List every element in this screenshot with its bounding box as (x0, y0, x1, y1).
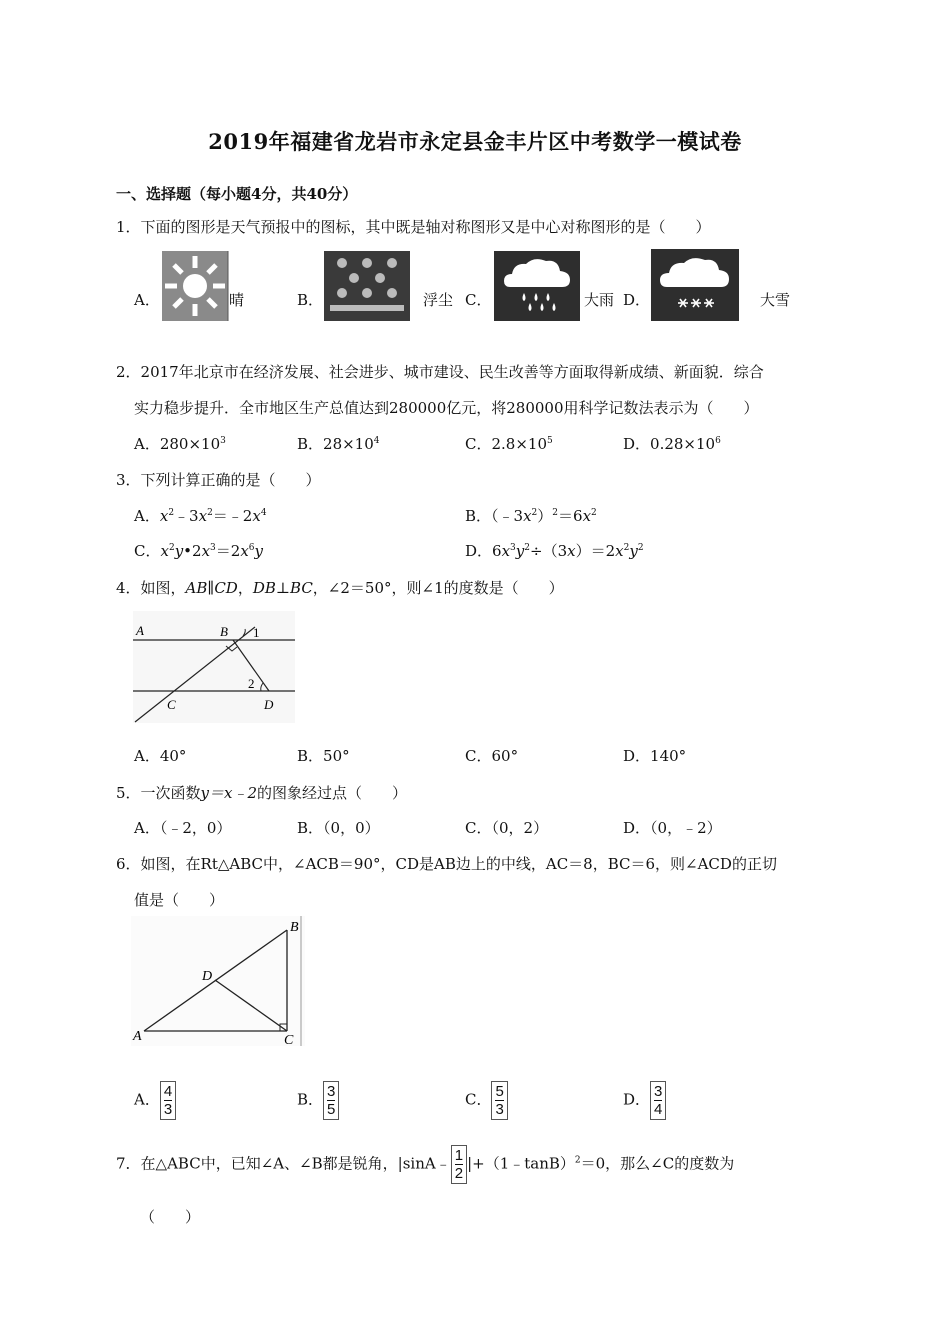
q2-option-b-letter: B． (297, 435, 324, 453)
heavy-snow-icon (651, 249, 739, 321)
q6-option-b: B． $\frac{3}{5}$ (297, 1081, 339, 1120)
q1-option-b-letter: B． (297, 291, 324, 309)
sun-icon (162, 251, 230, 321)
q1-option-a-letter: A． (134, 291, 160, 309)
page-title: 2019年福建省龙岩市永定县金丰片区中考数学一模试卷 (208, 129, 742, 154)
q5-option-d: D．（0，﹣2） (623, 819, 722, 837)
figure-label-d: D (264, 697, 274, 712)
figure-label-angle-1: 1 (253, 625, 260, 640)
q2-option-c-letter: C． (465, 435, 492, 453)
q1-option-c-letter: C． (465, 291, 492, 309)
q2-option-d: D．$0.28\times 10^6$ (623, 435, 721, 453)
q3-option-d: D．$6x^3y^2\div(3x)=2x^2y^2$ (465, 542, 644, 560)
q5-option-c: C．（0，2） (465, 819, 549, 837)
q2-option-c: C．$2.8\times 10^5$ (465, 435, 553, 453)
figure-label-b: B (220, 624, 228, 639)
q1-option-a-label: 晴 (229, 291, 245, 309)
q3-option-c: C．$x^2y•2x^3=2x^6y$ (134, 542, 264, 560)
q5-option-b: B．（0，0） (297, 819, 380, 837)
question-6-line-2: 值是（ ） (134, 891, 225, 909)
q5-option-a: A．（﹣2，0） (134, 819, 232, 837)
fraction: $\frac{5}{3}$ (491, 1081, 507, 1120)
q1-option-c-label: 大雨 (584, 291, 615, 309)
fraction-one-half: $\frac{1}{2}$ (451, 1145, 467, 1184)
q1-option-b-label: 浮尘 (423, 291, 454, 309)
question-7-stem: 7．在△ABC中，已知∠A、∠B都是锐角，|sinA﹣ $\frac{1}{2}$ |+（1﹣tanB）$^2$＝0，那么∠C的度数为 (116, 1147, 735, 1182)
question-5-stem: 5．一次函数y＝x﹣2的图象经过点（ ） (116, 784, 408, 802)
question-4-stem: 4．如图，AB∥CD，DB⊥BC，∠2＝50°，则∠1的度数是（ ） (116, 579, 564, 597)
q2-option-a: A．$280\times 10^3$ (134, 435, 226, 453)
q4-option-c: C．60° (465, 747, 519, 765)
question-7-line-2: （ ） (140, 1208, 201, 1226)
fraction: $\frac{3}{5}$ (323, 1081, 339, 1120)
question-2-line-2: 实力稳步提升．全市地区生产总值达到280000亿元，将280000用科学记数法表示为（ ） (134, 399, 759, 417)
question-3-stem: 3．下列计算正确的是（ ） (116, 471, 321, 489)
q3-option-a: A．$x^2﹣3x^2=﹣2x^4$ (134, 507, 267, 525)
question-1-stem: 1．下面的图形是天气预报中的图标，其中既是轴对称图形又是中心对称图形的是（ ） (116, 218, 711, 236)
q2-option-d-letter: D． (623, 435, 651, 453)
q4-option-d: D．140° (623, 747, 687, 765)
triangle-label-d: D (202, 969, 213, 984)
triangle-label-c: C (284, 1033, 294, 1048)
q2-option-a-letter: A． (134, 435, 160, 453)
triangle-label-a: A (133, 1029, 142, 1044)
parallel-lines-figure (133, 611, 297, 725)
triangle-label-b: B (290, 920, 299, 935)
heavy-rain-icon (494, 251, 580, 321)
dust-icon (324, 251, 410, 321)
q4-option-a: A．40° (134, 747, 187, 765)
figure-label-angle-2: 2 (248, 676, 255, 691)
question-6-line-1: 6．如图，在Rt△ABC中，∠ACB＝90°，CD是AB边上的中线，AC＝8，BC＝6，则∠ACD的正切 (116, 855, 777, 873)
q3-option-b: B．$(﹣3x^2)^2=6x^2$ (465, 507, 597, 525)
fraction: $\frac{4}{3}$ (160, 1081, 176, 1120)
q6-option-c: C． $\frac{5}{3}$ (465, 1081, 508, 1120)
q6-option-a: A． $\frac{4}{3}$ (134, 1081, 176, 1120)
figure-label-c: C (167, 697, 176, 712)
q2-option-b: B．$28\times 10^4$ (297, 435, 380, 453)
figure-label-a: A (136, 623, 144, 638)
right-triangle-figure (131, 916, 307, 1048)
q4-option-b: B．50° (297, 747, 350, 765)
question-2-line-1: 2．2017年北京市在经济发展、社会进步、城市建设、民生改善等方面取得新成绩、新面貌．综合 (116, 363, 764, 381)
section-heading: 一、选择题（每小题4分，共40分） (116, 185, 358, 203)
fraction: $\frac{3}{4}$ (650, 1081, 666, 1120)
q1-option-d-letter: D． (623, 291, 651, 309)
q6-option-d: D． $\frac{3}{4}$ (623, 1081, 666, 1120)
q1-option-d-label: 大雪 (760, 291, 791, 309)
